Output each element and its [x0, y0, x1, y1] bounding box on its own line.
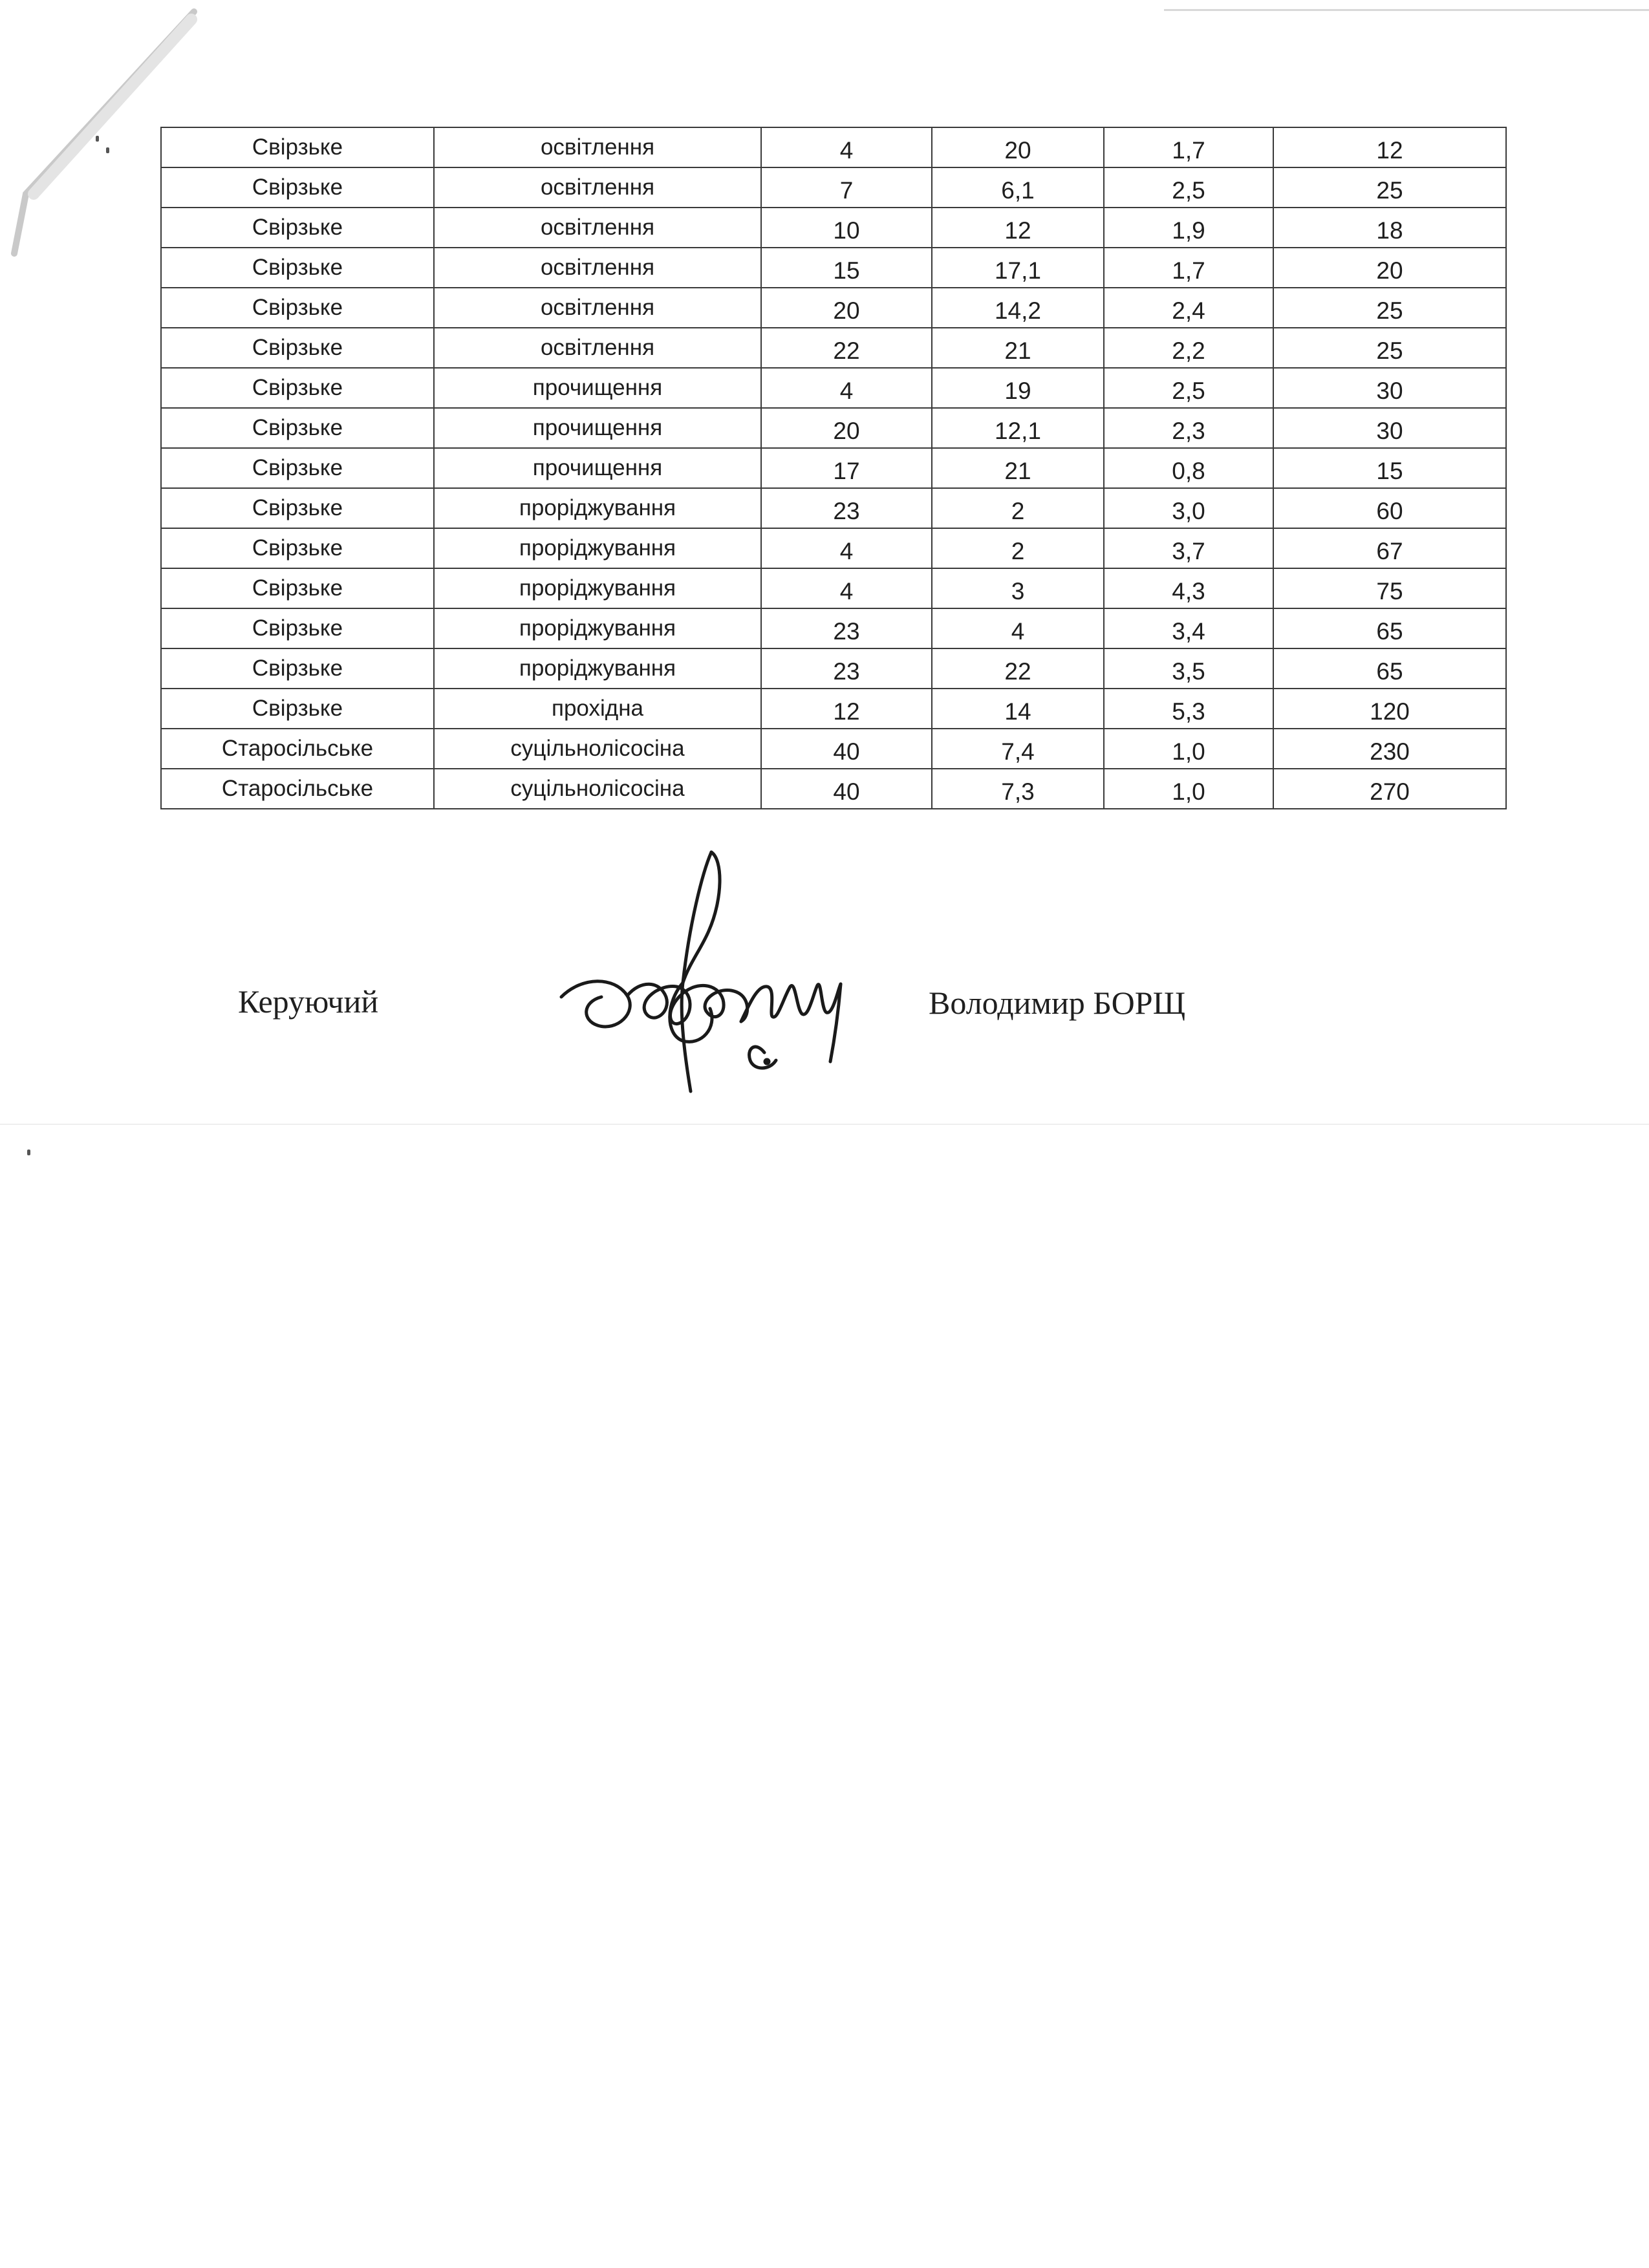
table-row — [161, 167, 1506, 208]
table-row — [161, 488, 1506, 528]
section-cell: 19 — [932, 368, 1104, 408]
quarter-cell: 22 — [761, 328, 932, 368]
section-cell: 6,1 — [932, 167, 1104, 208]
handwritten-signature — [556, 847, 867, 1099]
volume-cell: 30 — [1273, 408, 1506, 448]
quarter-cell: 20 — [761, 288, 932, 328]
cutting-type-cell: проріджування — [434, 608, 761, 648]
area-cell: 5,3 — [1104, 689, 1273, 729]
cutting-type-cell: освітлення — [434, 288, 761, 328]
section-cell: 2 — [932, 488, 1104, 528]
quarter-cell: 40 — [761, 729, 932, 769]
area-cell: 1,0 — [1104, 729, 1273, 769]
quarter-cell: 23 — [761, 488, 932, 528]
table-row — [161, 608, 1506, 648]
cutting-type-cell: освітлення — [434, 248, 761, 288]
cutting-type-cell: суцільнолісосіна — [434, 729, 761, 769]
forestry-cell: Свірзьке — [161, 528, 434, 568]
scan-fold-line-decoration — [0, 1124, 1649, 1125]
forestry-cell: Свірзьке — [161, 608, 434, 648]
signer-name: Володимир БОРЩ — [929, 985, 1186, 1021]
table-row — [161, 368, 1506, 408]
table-row — [161, 208, 1506, 248]
table-row — [161, 288, 1506, 328]
signer-position: Керуючий — [238, 983, 379, 1020]
section-cell: 21 — [932, 448, 1104, 488]
area-cell: 2,2 — [1104, 328, 1273, 368]
section-cell: 7,3 — [932, 769, 1104, 809]
volume-cell: 20 — [1273, 248, 1506, 288]
cutting-type-cell: суцільнолісосіна — [434, 769, 761, 809]
cutting-type-cell: прочищення — [434, 448, 761, 488]
forestry-cell: Свірзьке — [161, 208, 434, 248]
section-cell: 21 — [932, 328, 1104, 368]
volume-cell: 30 — [1273, 368, 1506, 408]
table-row — [161, 729, 1506, 769]
cutting-type-cell: освітлення — [434, 208, 761, 248]
cutting-type-cell: освітлення — [434, 127, 761, 167]
volume-cell: 15 — [1273, 448, 1506, 488]
section-cell: 22 — [932, 648, 1104, 689]
table-row — [161, 127, 1506, 167]
forestry-cell: Старосільське — [161, 729, 434, 769]
scan-top-edge-decoration — [1164, 9, 1649, 11]
section-cell: 14 — [932, 689, 1104, 729]
volume-cell: 75 — [1273, 568, 1506, 608]
forestry-cell: Свірзьке — [161, 568, 434, 608]
quarter-cell: 4 — [761, 368, 932, 408]
area-cell: 3,7 — [1104, 528, 1273, 568]
cutting-type-cell: проріджування — [434, 568, 761, 608]
cutting-type-cell: проріджування — [434, 528, 761, 568]
volume-cell: 18 — [1273, 208, 1506, 248]
volume-cell: 230 — [1273, 729, 1506, 769]
area-cell: 3,0 — [1104, 488, 1273, 528]
forestry-cell: Свірзьке — [161, 248, 434, 288]
section-cell: 7,4 — [932, 729, 1104, 769]
quarter-cell: 23 — [761, 648, 932, 689]
section-cell: 14,2 — [932, 288, 1104, 328]
volume-cell: 60 — [1273, 488, 1506, 528]
quarter-cell: 4 — [761, 568, 932, 608]
forestry-cell: Свірзьке — [161, 488, 434, 528]
forestry-cell: Свірзьке — [161, 167, 434, 208]
table-row — [161, 528, 1506, 568]
scan-speck — [27, 1150, 30, 1155]
forestry-cell: Свірзьке — [161, 648, 434, 689]
table-row — [161, 248, 1506, 288]
area-cell: 1,7 — [1104, 248, 1273, 288]
area-cell: 1,0 — [1104, 769, 1273, 809]
scan-speck — [106, 147, 109, 153]
area-cell: 0,8 — [1104, 448, 1273, 488]
table-row — [161, 769, 1506, 809]
table-row — [161, 408, 1506, 448]
cutting-type-cell: освітлення — [434, 328, 761, 368]
volume-cell: 12 — [1273, 127, 1506, 167]
forestry-cell: Свірзьке — [161, 408, 434, 448]
area-cell: 1,9 — [1104, 208, 1273, 248]
cutting-table — [160, 127, 1507, 809]
table-row — [161, 328, 1506, 368]
cutting-type-cell: проріджування — [434, 488, 761, 528]
quarter-cell: 20 — [761, 408, 932, 448]
quarter-cell: 23 — [761, 608, 932, 648]
cutting-type-cell: прочищення — [434, 368, 761, 408]
section-cell: 20 — [932, 127, 1104, 167]
quarter-cell: 15 — [761, 248, 932, 288]
forestry-cell: Свірзьке — [161, 448, 434, 488]
forestry-cell: Свірзьке — [161, 288, 434, 328]
forestry-cell: Свірзьке — [161, 368, 434, 408]
section-cell: 4 — [932, 608, 1104, 648]
table-row — [161, 689, 1506, 729]
quarter-cell: 12 — [761, 689, 932, 729]
table-row — [161, 568, 1506, 608]
volume-cell: 67 — [1273, 528, 1506, 568]
area-cell: 3,4 — [1104, 608, 1273, 648]
cutting-table-body — [161, 127, 1506, 809]
volume-cell: 25 — [1273, 328, 1506, 368]
area-cell: 2,5 — [1104, 167, 1273, 208]
quarter-cell: 4 — [761, 528, 932, 568]
cutting-type-cell: прочищення — [434, 408, 761, 448]
section-cell: 12,1 — [932, 408, 1104, 448]
forestry-cell: Старосільське — [161, 769, 434, 809]
area-cell: 2,4 — [1104, 288, 1273, 328]
cutting-type-cell: освітлення — [434, 167, 761, 208]
volume-cell: 25 — [1273, 167, 1506, 208]
table-row — [161, 448, 1506, 488]
table-row — [161, 648, 1506, 689]
volume-cell: 25 — [1273, 288, 1506, 328]
quarter-cell: 17 — [761, 448, 932, 488]
area-cell: 2,5 — [1104, 368, 1273, 408]
area-cell: 1,7 — [1104, 127, 1273, 167]
area-cell: 2,3 — [1104, 408, 1273, 448]
forestry-cell: Свірзьке — [161, 328, 434, 368]
section-cell: 2 — [932, 528, 1104, 568]
volume-cell: 65 — [1273, 608, 1506, 648]
quarter-cell: 10 — [761, 208, 932, 248]
volume-cell: 270 — [1273, 769, 1506, 809]
cutting-type-cell: прохідна — [434, 689, 761, 729]
quarter-cell: 40 — [761, 769, 932, 809]
quarter-cell: 4 — [761, 127, 932, 167]
section-cell: 17,1 — [932, 248, 1104, 288]
volume-cell: 65 — [1273, 648, 1506, 689]
scan-speck — [96, 136, 99, 142]
section-cell: 3 — [932, 568, 1104, 608]
forestry-cell: Свірзьке — [161, 127, 434, 167]
quarter-cell: 7 — [761, 167, 932, 208]
area-cell: 3,5 — [1104, 648, 1273, 689]
area-cell: 4,3 — [1104, 568, 1273, 608]
section-cell: 12 — [932, 208, 1104, 248]
forestry-cell: Свірзьке — [161, 689, 434, 729]
volume-cell: 120 — [1273, 689, 1506, 729]
cutting-type-cell: проріджування — [434, 648, 761, 689]
